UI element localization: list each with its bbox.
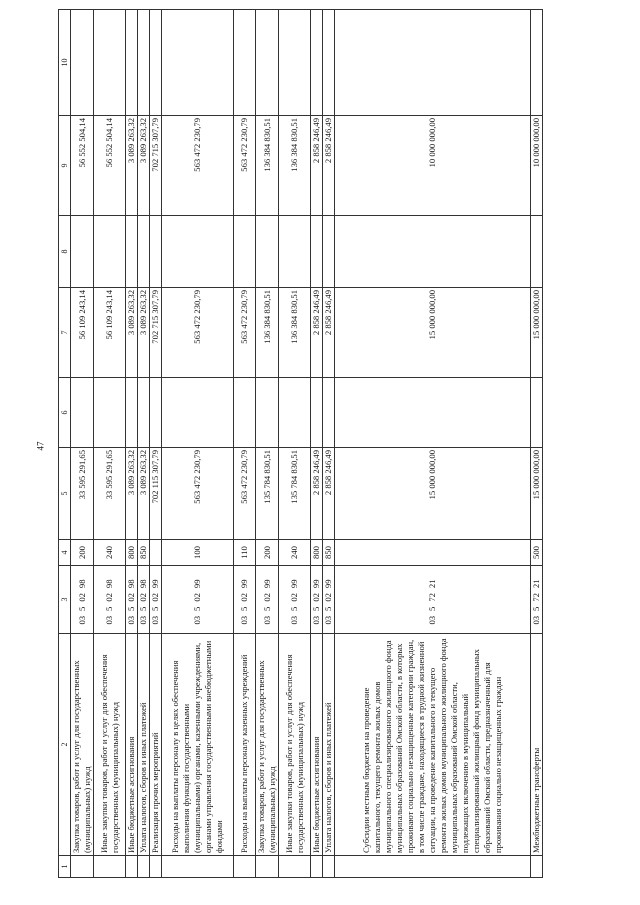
code-segment: 5 bbox=[289, 606, 299, 611]
amount-col9-cell: 3 089 263,32 bbox=[126, 116, 138, 216]
amount-col5-cell: 135 784 830,51 bbox=[256, 448, 279, 540]
table-row bbox=[150, 10, 162, 878]
code-segment: 03 bbox=[104, 615, 114, 625]
amount-col10-cell bbox=[311, 10, 323, 116]
amount-col10-cell bbox=[531, 10, 543, 116]
amount-col9-cell: 56 552 504,14 bbox=[71, 116, 94, 216]
row-marker-cell bbox=[94, 856, 126, 878]
code-segment: 02 bbox=[138, 593, 148, 602]
column-number: 6 bbox=[59, 378, 71, 448]
amount-col7-cell: 3 089 263,32 bbox=[126, 288, 138, 378]
amount-col10-cell bbox=[279, 10, 311, 116]
row-type-cell: 800 bbox=[311, 540, 323, 566]
column-number: 10 bbox=[59, 10, 71, 116]
row-type-cell: 500 bbox=[531, 540, 543, 566]
amount-col10-cell bbox=[256, 10, 279, 116]
amount-col8-cell bbox=[162, 216, 234, 288]
budget-table-sheet bbox=[58, 10, 623, 878]
row-type-cell: 850 bbox=[138, 540, 150, 566]
amount-col5-cell: 15 000 000,00 bbox=[531, 448, 543, 540]
column-number: 4 bbox=[59, 540, 71, 566]
code-segment: 03 bbox=[239, 615, 249, 625]
code-segment: 99 bbox=[239, 579, 249, 589]
row-code-cell bbox=[311, 566, 323, 634]
code-segment: 03 bbox=[311, 615, 321, 625]
code-segment: 99 bbox=[261, 579, 272, 589]
row-marker-cell bbox=[311, 856, 323, 878]
row-type-cell bbox=[150, 540, 162, 566]
code-segment: 72 bbox=[427, 593, 437, 602]
row-name-cell: Иные бюджетные ассигнования bbox=[126, 634, 138, 856]
row-name-cell: Субсидии местным бюджетам на проведение капитального, текущего ремонта жилых домов муниципального специализированного жилищного фонда муниципальных образований Омской области, в которых проживают социально незащищенные категории граждан, в том числе граждане, находящиеся в трудной жизненной ситуации, на проведение капитального и текущего ремонта жилых домов муниципального жилищного фонда муниципальных образований Омской области, подлежащих включению в муниципальный специализированный жилищный фонд муниципальных образований Омской области, предназначенный для проживания социально незащищенных граждан bbox=[335, 634, 531, 856]
table-row bbox=[94, 10, 126, 878]
row-marker-cell bbox=[256, 856, 279, 878]
amount-col7-cell: 15 000 000,00 bbox=[335, 288, 531, 378]
row-name-cell: Расходы на выплаты персоналу казенных учреждений bbox=[234, 634, 256, 856]
code-segment: 98 bbox=[138, 579, 148, 589]
code-segment: 03 bbox=[427, 615, 437, 625]
row-code-cell bbox=[531, 566, 543, 634]
amount-col7-cell: 563 472 230,79 bbox=[234, 288, 256, 378]
amount-col7-cell: 56 109 243,14 bbox=[94, 288, 126, 378]
amount-col10-cell bbox=[71, 10, 94, 116]
amount-col10-cell bbox=[150, 10, 162, 116]
amount-col7-cell: 2 858 246,49 bbox=[323, 288, 335, 378]
amount-col10-cell bbox=[162, 10, 234, 116]
code-segment: 99 bbox=[289, 579, 299, 589]
amount-col9-cell: 10 000 000,00 bbox=[335, 116, 531, 216]
row-code-cell bbox=[256, 566, 279, 634]
amount-col9-cell: 10 000 000,00 bbox=[531, 116, 543, 216]
code-segment: 02 bbox=[311, 593, 321, 602]
amount-col7-cell: 136 384 830,51 bbox=[256, 288, 279, 378]
row-code-cell bbox=[94, 566, 126, 634]
row-name-cell: Закупка товаров, работ и услуг для государственных (муниципальных) нужд bbox=[256, 634, 279, 856]
amount-col7-cell: 3 089 263,32 bbox=[138, 288, 150, 378]
amount-col8-cell bbox=[71, 216, 94, 288]
column-number: 8 bbox=[59, 216, 71, 288]
amount-col6-cell bbox=[279, 378, 311, 448]
row-type-cell: 110 bbox=[234, 540, 256, 566]
row-code-cell bbox=[323, 566, 335, 634]
amount-col9-cell: 702 715 307,79 bbox=[150, 116, 162, 216]
code-segment: 02 bbox=[289, 593, 299, 602]
code-segment: 5 bbox=[323, 606, 333, 611]
table-row bbox=[335, 10, 531, 878]
code-segment: 02 bbox=[150, 593, 160, 602]
amount-col8-cell bbox=[150, 216, 162, 288]
code-segment: 02 bbox=[104, 593, 114, 602]
row-type-cell: 240 bbox=[94, 540, 126, 566]
column-number: 5 bbox=[59, 448, 71, 540]
amount-col9-cell: 136 384 830,51 bbox=[279, 116, 311, 216]
amount-col5-cell: 2 858 246,49 bbox=[323, 448, 335, 540]
amount-col9-cell: 136 384 830,51 bbox=[256, 116, 279, 216]
amount-col10-cell bbox=[323, 10, 335, 116]
amount-col5-cell: 135 784 830,51 bbox=[279, 448, 311, 540]
row-name-cell: Закупка товаров, работ и услуг для государственных (муниципальных) нужд bbox=[71, 634, 94, 856]
code-segment: 03 bbox=[323, 615, 333, 625]
amount-col8-cell bbox=[531, 216, 543, 288]
code-segment: 5 bbox=[427, 606, 437, 611]
amount-col9-cell: 2 858 246,49 bbox=[311, 116, 323, 216]
row-code-cell bbox=[126, 566, 138, 634]
code-segment: 5 bbox=[192, 606, 202, 611]
row-name-cell: Иные бюджетные ассигнования bbox=[311, 634, 323, 856]
code-segment: 03 bbox=[192, 615, 202, 625]
row-name-cell: Реализация прочих мероприятий bbox=[150, 634, 162, 856]
amount-col6-cell bbox=[531, 378, 543, 448]
page-number: 47 bbox=[35, 441, 46, 451]
amount-col10-cell bbox=[94, 10, 126, 116]
code-segment: 5 bbox=[126, 606, 136, 611]
code-segment: 02 bbox=[261, 593, 272, 602]
code-segment: 5 bbox=[138, 606, 148, 611]
row-code-cell bbox=[71, 566, 94, 634]
code-segment: 03 bbox=[289, 615, 299, 625]
code-segment: 99 bbox=[192, 579, 202, 589]
amount-col5-cell: 702 115 307,79 bbox=[150, 448, 162, 540]
code-segment: 5 bbox=[76, 606, 87, 611]
code-segment: 5 bbox=[311, 606, 321, 611]
amount-col6-cell bbox=[162, 378, 234, 448]
row-type-cell: 100 bbox=[162, 540, 234, 566]
code-segment: 72 bbox=[531, 593, 541, 602]
table-row bbox=[311, 10, 323, 878]
amount-col9-cell: 563 472 230,79 bbox=[162, 116, 234, 216]
table-row bbox=[234, 10, 256, 878]
code-segment: 5 bbox=[104, 606, 114, 611]
amount-col6-cell bbox=[71, 378, 94, 448]
row-type-cell: 200 bbox=[256, 540, 279, 566]
code-segment: 99 bbox=[150, 579, 160, 589]
row-marker-cell bbox=[279, 856, 311, 878]
column-number: 2 bbox=[59, 634, 71, 856]
column-number-row bbox=[59, 10, 71, 878]
amount-col6-cell bbox=[323, 378, 335, 448]
code-segment: 03 bbox=[531, 615, 541, 625]
amount-col6-cell bbox=[126, 378, 138, 448]
amount-col8-cell bbox=[311, 216, 323, 288]
amount-col5-cell: 33 595 291,65 bbox=[71, 448, 94, 540]
table-body bbox=[71, 10, 543, 878]
amount-col5-cell: 15 000 000,00 bbox=[335, 448, 531, 540]
row-marker-cell bbox=[126, 856, 138, 878]
budget-table bbox=[58, 9, 543, 878]
code-segment: 98 bbox=[126, 579, 136, 589]
amount-col7-cell: 15 000 000,00 bbox=[531, 288, 543, 378]
amount-col9-cell: 563 472 230,79 bbox=[234, 116, 256, 216]
row-type-cell bbox=[335, 540, 531, 566]
amount-col6-cell bbox=[138, 378, 150, 448]
code-segment: 02 bbox=[192, 593, 202, 602]
amount-col7-cell: 136 384 830,51 bbox=[279, 288, 311, 378]
amount-col10-cell bbox=[138, 10, 150, 116]
amount-col9-cell: 3 089 263,32 bbox=[138, 116, 150, 216]
row-marker-cell bbox=[335, 856, 531, 878]
row-marker-cell bbox=[138, 856, 150, 878]
code-segment: 02 bbox=[323, 593, 333, 602]
code-segment: 98 bbox=[76, 579, 87, 589]
amount-col7-cell: 56 109 243,14 bbox=[71, 288, 94, 378]
amount-col6-cell bbox=[234, 378, 256, 448]
amount-col8-cell bbox=[335, 216, 531, 288]
code-segment: 99 bbox=[311, 579, 321, 589]
rotated-table-wrapper bbox=[58, 10, 623, 878]
amount-col9-cell: 56 552 504,14 bbox=[94, 116, 126, 216]
row-type-cell: 200 bbox=[71, 540, 94, 566]
code-segment: 5 bbox=[531, 606, 541, 611]
amount-col6-cell bbox=[256, 378, 279, 448]
row-type-cell: 850 bbox=[323, 540, 335, 566]
code-segment: 5 bbox=[150, 606, 160, 611]
amount-col7-cell: 563 472 230,79 bbox=[162, 288, 234, 378]
table-row bbox=[138, 10, 150, 878]
amount-col5-cell: 3 089 263,32 bbox=[138, 448, 150, 540]
row-name-cell: Межбюджетные трансферты bbox=[531, 634, 543, 856]
amount-col8-cell bbox=[256, 216, 279, 288]
amount-col10-cell bbox=[126, 10, 138, 116]
amount-col6-cell bbox=[311, 378, 323, 448]
row-marker-cell bbox=[234, 856, 256, 878]
code-segment: 21 bbox=[531, 579, 541, 589]
amount-col6-cell bbox=[94, 378, 126, 448]
code-segment: 03 bbox=[138, 615, 148, 625]
amount-col5-cell: 33 595 291,65 bbox=[94, 448, 126, 540]
row-marker-cell bbox=[150, 856, 162, 878]
row-marker-cell bbox=[323, 856, 335, 878]
code-segment: 02 bbox=[239, 593, 249, 602]
row-name-cell: Уплата налогов, сборов и иных платежей bbox=[323, 634, 335, 856]
code-segment: 98 bbox=[104, 579, 114, 589]
row-marker-cell bbox=[71, 856, 94, 878]
amount-col10-cell bbox=[335, 10, 531, 116]
code-segment: 02 bbox=[76, 593, 87, 602]
row-name-cell: Иные закупки товаров, работ и услуг для обеспечения государственных (муниципальных) нужд bbox=[279, 634, 311, 856]
row-code-cell bbox=[279, 566, 311, 634]
code-segment: 03 bbox=[76, 615, 87, 625]
code-segment: 03 bbox=[150, 615, 160, 625]
amount-col8-cell bbox=[126, 216, 138, 288]
row-code-cell bbox=[234, 566, 256, 634]
amount-col8-cell bbox=[279, 216, 311, 288]
amount-col8-cell bbox=[323, 216, 335, 288]
amount-col7-cell: 702 715 307,79 bbox=[150, 288, 162, 378]
table-row bbox=[531, 10, 543, 878]
table-row bbox=[323, 10, 335, 878]
code-segment: 03 bbox=[126, 615, 136, 625]
column-number: 3 bbox=[59, 566, 71, 634]
amount-col9-cell: 2 858 246,49 bbox=[323, 116, 335, 216]
row-marker-cell bbox=[531, 856, 543, 878]
amount-col10-cell bbox=[234, 10, 256, 116]
amount-col8-cell bbox=[94, 216, 126, 288]
code-segment: 03 bbox=[261, 615, 272, 625]
amount-col8-cell bbox=[234, 216, 256, 288]
row-code-cell bbox=[335, 566, 531, 634]
row-name-cell: Уплата налогов, сборов и иных платежей bbox=[138, 634, 150, 856]
row-code-cell bbox=[138, 566, 150, 634]
row-name-cell: Иные закупки товаров, работ и услуг для обеспечения государственных (муниципальных) нужд bbox=[94, 634, 126, 856]
column-number: 7 bbox=[59, 288, 71, 378]
code-segment: 99 bbox=[323, 579, 333, 589]
row-marker-cell bbox=[162, 856, 234, 878]
table-row bbox=[71, 10, 94, 878]
row-name-cell: Расходы на выплаты персоналу в целях обеспечения выполнения функций государственными (муниципальными) органами, казенными учреждениями, органами управления государственными внебюджетными фондами bbox=[162, 634, 234, 856]
table-row bbox=[256, 10, 279, 878]
row-type-cell: 800 bbox=[126, 540, 138, 566]
column-number: 9 bbox=[59, 116, 71, 216]
table-row bbox=[279, 10, 311, 878]
amount-col5-cell: 563 472 230,79 bbox=[234, 448, 256, 540]
table-row bbox=[126, 10, 138, 878]
code-segment: 02 bbox=[126, 593, 136, 602]
column-number: 1 bbox=[59, 856, 71, 878]
amount-col6-cell bbox=[150, 378, 162, 448]
row-type-cell: 240 bbox=[279, 540, 311, 566]
row-code-cell bbox=[162, 566, 234, 634]
code-segment: 21 bbox=[427, 579, 437, 589]
code-segment: 5 bbox=[261, 606, 272, 611]
amount-col5-cell: 2 858 246,49 bbox=[311, 448, 323, 540]
amount-col5-cell: 3 089 263,32 bbox=[126, 448, 138, 540]
row-code-cell bbox=[150, 566, 162, 634]
amount-col7-cell: 2 858 246,49 bbox=[311, 288, 323, 378]
amount-col6-cell bbox=[335, 378, 531, 448]
amount-col8-cell bbox=[138, 216, 150, 288]
code-segment: 5 bbox=[239, 606, 249, 611]
table-row bbox=[162, 10, 234, 878]
amount-col5-cell: 563 472 230,79 bbox=[162, 448, 234, 540]
